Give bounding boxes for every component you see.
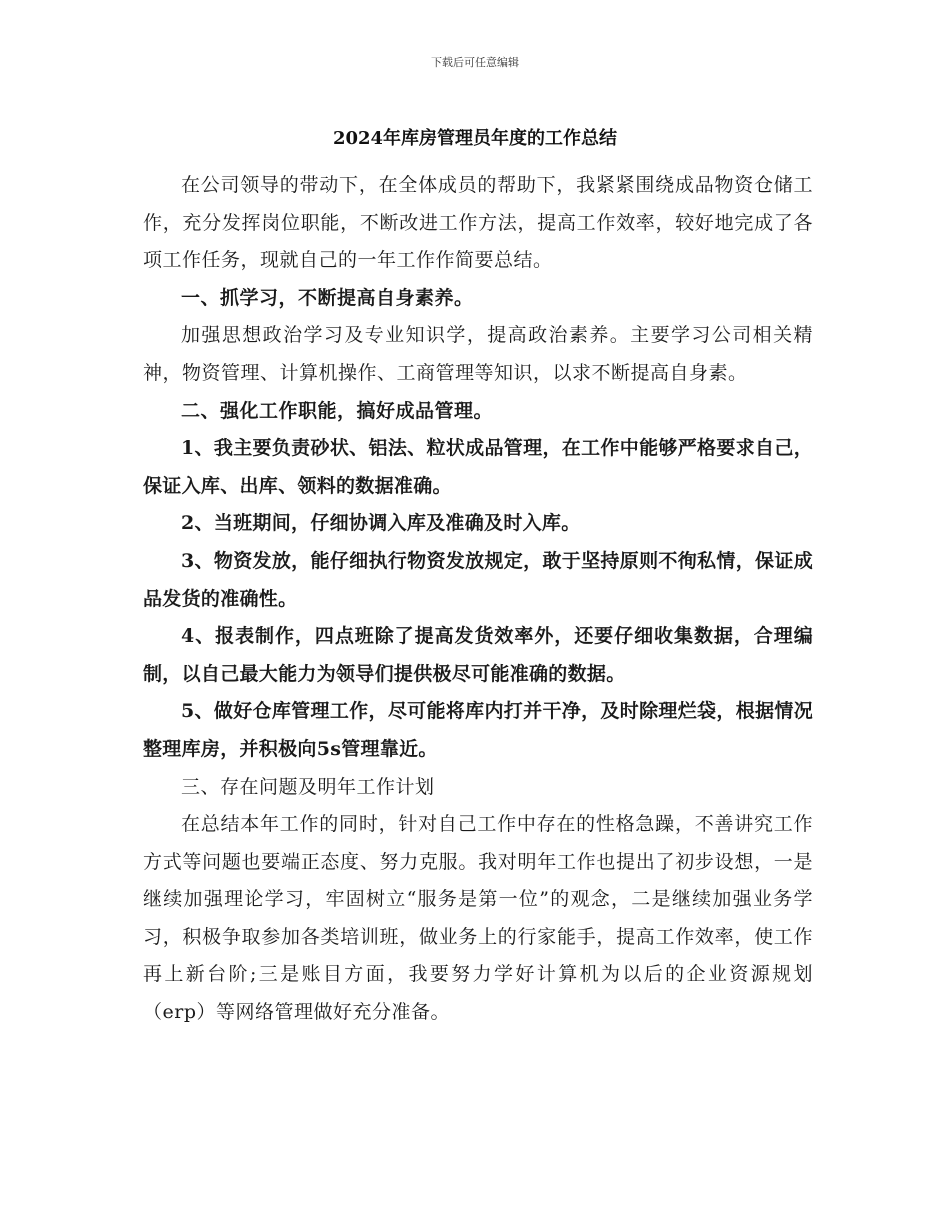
section-heading-1: 一、抓学习，不断提高自身素养。 — [181, 286, 474, 309]
list-item-5: 5、做好仓库管理工作，尽可能将库内打并干净，及时除理烂袋，根据情况整理库房，并积极向5s管理靠近。 — [143, 700, 813, 760]
list-item-4: 4、报表制作，四点班除了提高发货效率外，还要仔细收集数据，合理编制，以自己最大能力为领导们提供极尽可能准确的数据。 — [143, 625, 813, 685]
section-heading-3: 三、存在问题及明年工作计划 — [181, 775, 435, 798]
section-1-paragraph: 加强思想政治学习及专业知识学，提高政治素养。主要学习公司相关精神，物资管理、计算机操作、工商管理等知识，以求不断提高自身素。 — [143, 324, 813, 384]
list-item-2: 2、当班期间，仔细协调入库及准确及时入库。 — [181, 512, 581, 535]
document-title: 2024年库房管理员年度的工作总结 — [332, 128, 618, 149]
intro-paragraph: 在公司领导的带动下，在全体成员的帮助下，我紧紧围绕成品物资仓储工作，充分发挥岗位职能，不断改进工作方法，提高工作效率，较好地完成了各项工作任务，现就自己的一年工作作简要总结。 — [143, 174, 813, 272]
list-item-3: 3、物资发放，能仔细执行物资发放规定，敢于坚持原则不徇私情，保证成品发货的准确性。 — [143, 549, 813, 610]
document-body — [143, 167, 813, 1032]
list-item-1: 1、我主要负责砂状、铝法、粒状成品管理，在工作中能够严格要求自己，保证入库、出库、领料的数据准确。 — [143, 437, 813, 497]
page-header: 下载后可任意编辑 — [431, 56, 519, 69]
section-3-paragraph: 在总结本年工作的同时，针对自己工作中存在的性格急躁，不善讲究工作方式等问题也要端正态度、努力克服。我对明年工作也提出了初步设想，一是继续加强理论学习，牢固树立“服务是第一位”的观念，二是继续加强业务学习，积极争取参加各类培训班，做业务上的行家能手，提高工作效率，使工作再上新台阶;三是账目方面，我要努力学好计算机为以后的企业资源规划（erp）等网络管理做好充分准备。 — [143, 813, 813, 1024]
section-heading-2: 二、强化工作职能，搞好成品管理。 — [181, 399, 494, 422]
